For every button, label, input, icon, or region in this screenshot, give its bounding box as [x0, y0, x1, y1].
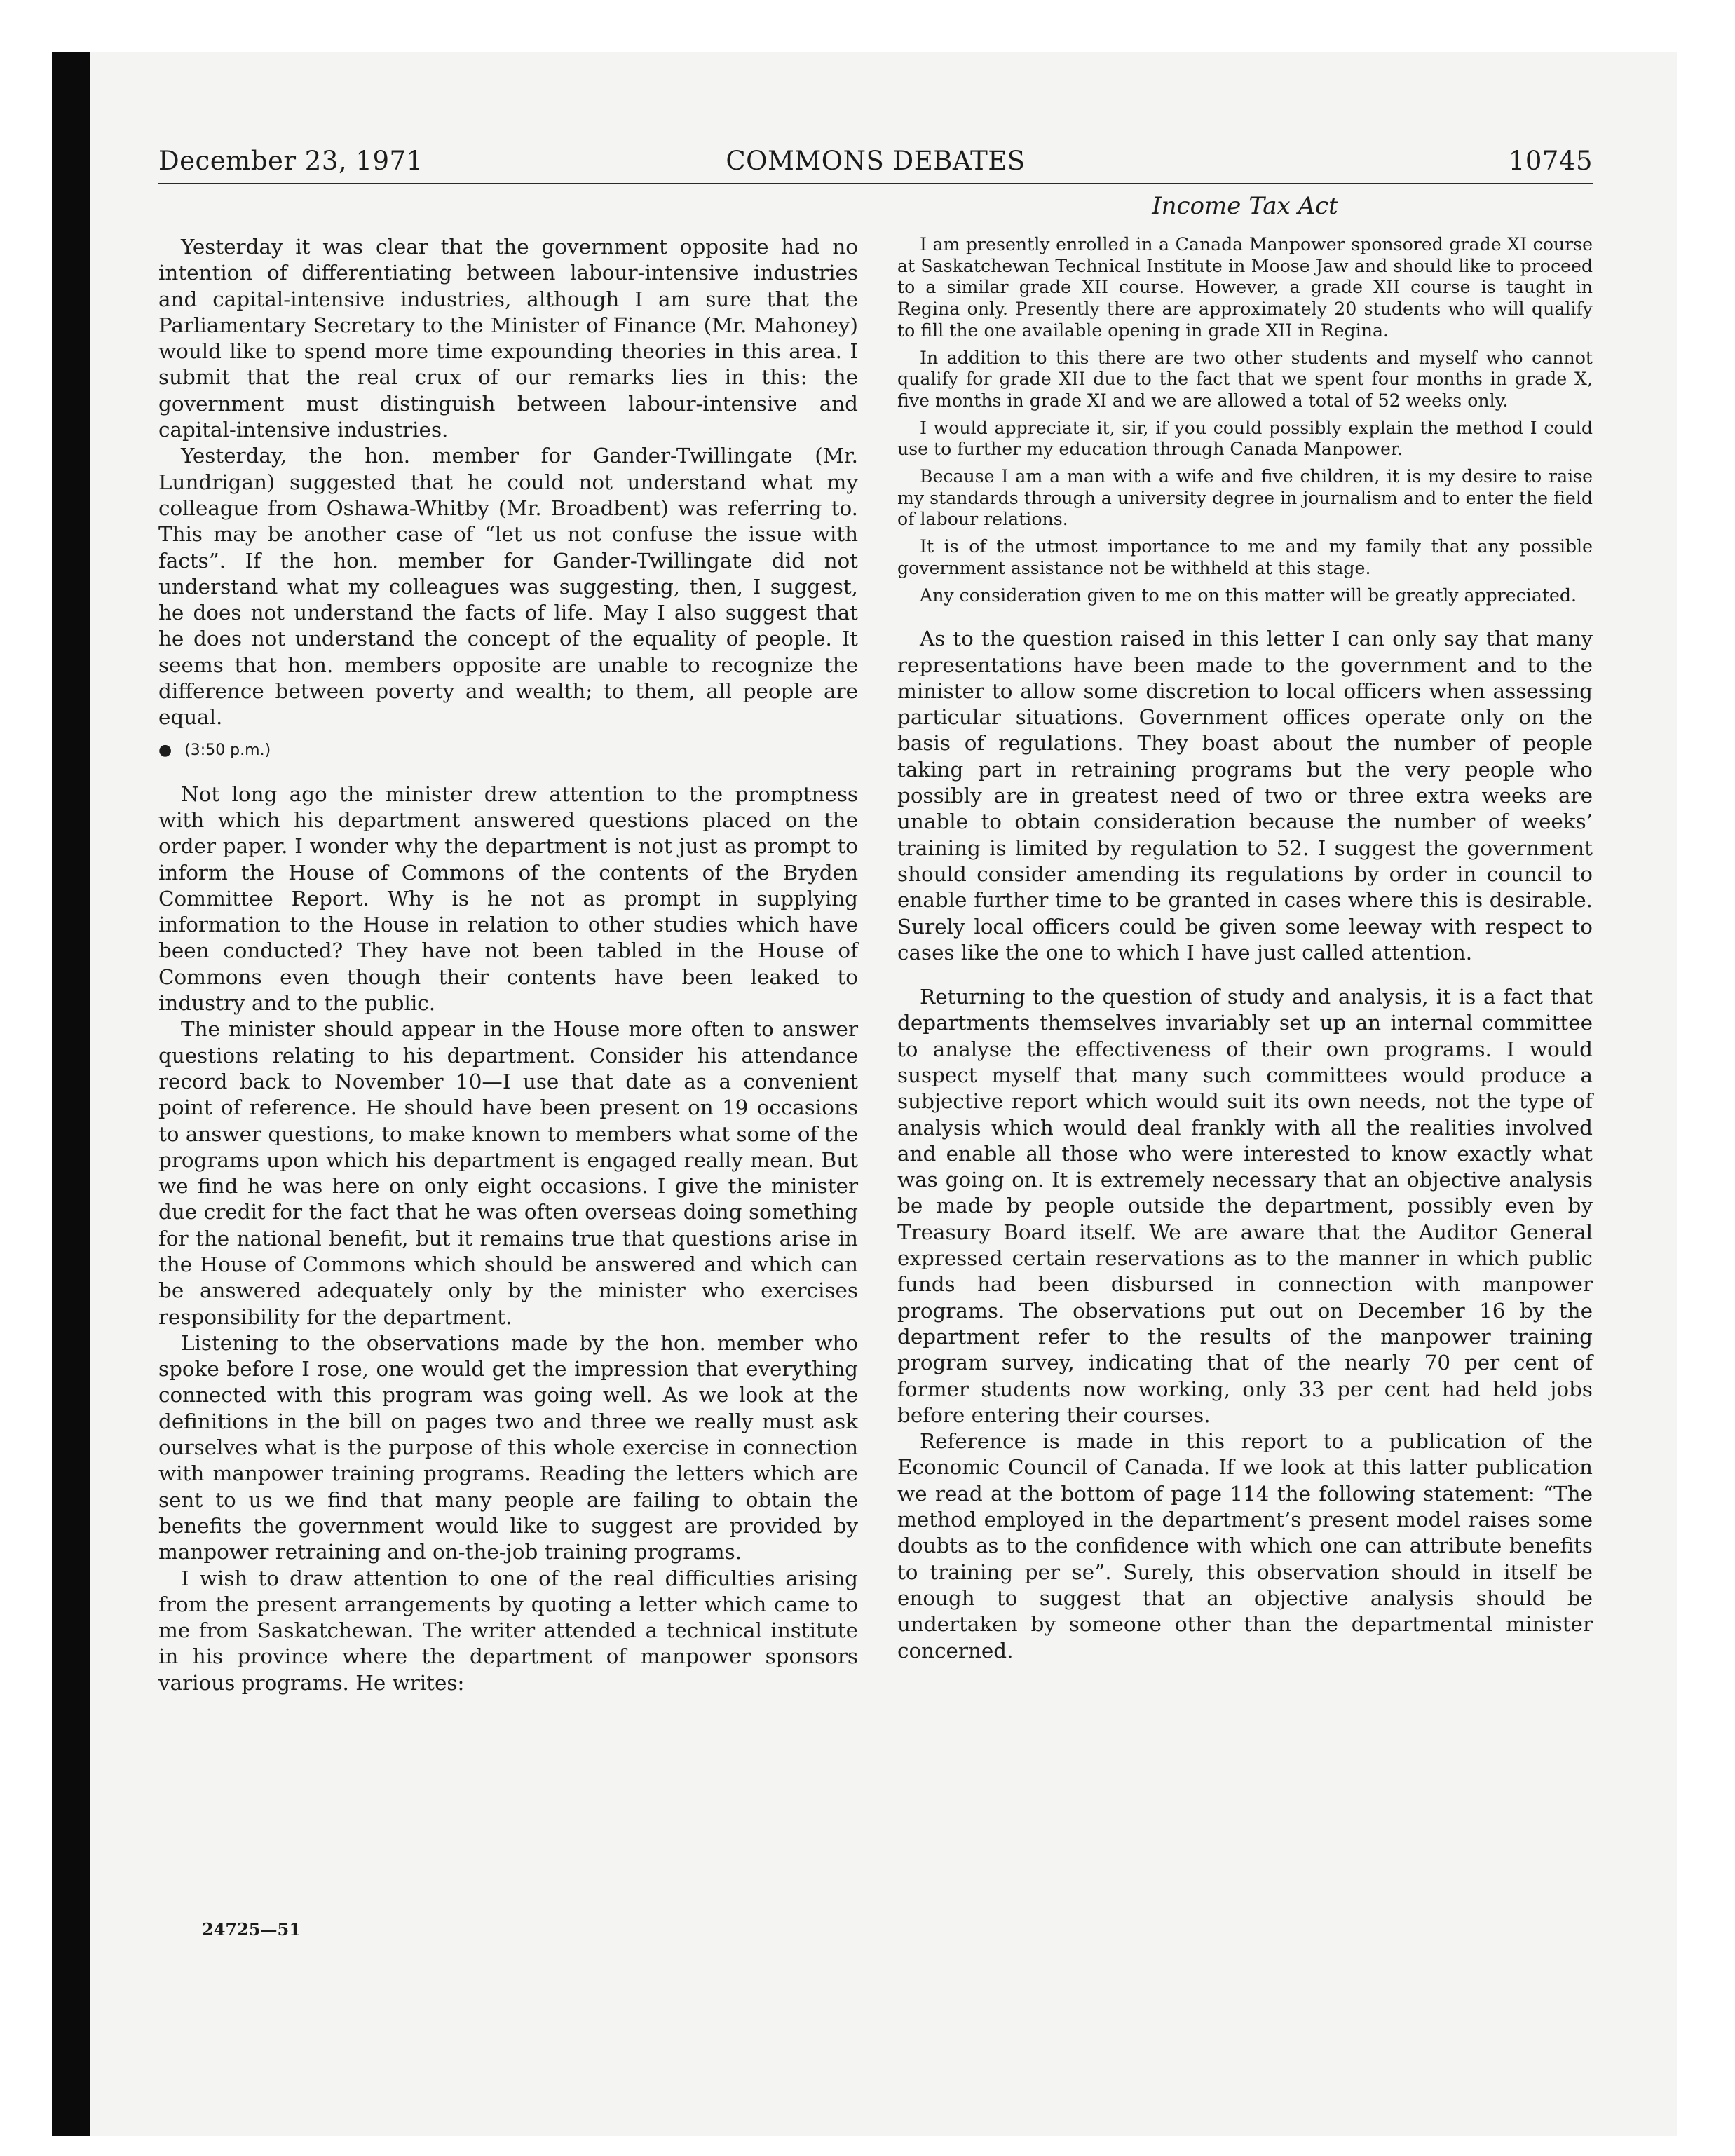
print-code: 24725—51 [202, 1919, 301, 1939]
header-page-number: 10745 [1508, 146, 1593, 176]
letter-paragraph: In addition to this there are two other students and myself who cannot qualify for grade XII due to the fact that we spent four months in grade X, five months in grade XI and we are allowed a total of 52 weeks only. [897, 347, 1593, 411]
paragraph: Reference is made in this report to a publication of the Economic Council of Canada. If we look at this latter publication we read at the bottom of page 114 the following statement: “The method employed in the department’s present model raises some doubts as to the confidence with which one can attribute benefits to training per se”. Surely, this observation should in itself be enough to suggest that an objective analysis should be undertaken by someone other than the departmental minister concerned. [897, 1429, 1593, 1663]
letter-paragraph: I would appreciate it, sir, if you could possibly explain the method I could use to further my education through Canada Manpower. [897, 417, 1593, 460]
paragraph: Yesterday, the hon. member for Gander-Twillingate (Mr. Lundrigan) suggested that he could not understand what my colleague from Oshawa-Whitby (Mr. Broadbent) was referring to. This may be another case of “let us not confuse the issue with facts”. If the hon. member for Gander-Twillingate did not understand what my colleagues was suggesting, then, I suggest, he does not understand the facts of life. May I also suggest that he does not understand the concept of the equality of people. It seems that hon. members opposite are unable to recognize the difference between poverty and wealth; to them, all people are equal. [158, 444, 858, 730]
paragraph: The minister should appear in the House more often to answer questions relating to his department. Consider his attendance record back to November 10—I use that date as a convenient point of reference. He should have been present on 19 occasions to answer questions, to make known to members what some of the programs upon which his department is engaged really mean. But we find he was here on only eight occasions. I give the minister due credit for the fact that he was often overseas doing something for the national benefit, but it remains true that questions arise in the House of Commons which should be answered and which can be answered adequately only by the minister who exercises responsibility for the department. [158, 1017, 858, 1329]
header-date: December 23, 1971 [158, 146, 423, 176]
bullet-icon: ● [158, 741, 172, 759]
scan-edge-bar [52, 52, 90, 2136]
letter-paragraph: It is of the utmost importance to me and my family that any possible government assistance not be withheld at this stage. [897, 536, 1593, 578]
letter-paragraph: Because I am a man with a wife and five children, it is my desire to raise my standards through a university degree in journalism and to enter the field of labour relations. [897, 466, 1593, 530]
paragraph: Yesterday it was clear that the government opposite had no intention of differentiating between labour-intensive industries and capital-intensive industries, although I am sure that the Parliamentary Secretary to the Minister of Finance (Mr. Mahoney) would like to spend more time expounding theories in this area. I submit that the real crux of our remarks lies in this: the government must distinguish between labour-intensive and capital-intensive industries. [158, 235, 858, 442]
page-header [158, 144, 1593, 184]
paragraph: Listening to the observations made by the hon. member who spoke before I rose, one would get the impression that everything connected with this program was going well. As we look at the definitions in the bill on pages two and three we really must ask ourselves what is the purpose of this whole exercise in connection with manpower training programs. Reading the letters which are sent to us we find that many people are failing to obtain the benefits the government would like to suggest are provided by manpower retraining and on-the-job training programs. [158, 1330, 858, 1564]
letter-paragraph: Any consideration given to me on this matter will be greatly appreciated. [920, 585, 1577, 606]
paragraph: As to the question raised in this letter I can only say that many representations have been made to the government and to the minister to allow some discretion to local officers when assessing particular situations. Government offices operate only on the basis of regulations. They boast about the number of people taking part in retraining programs but the very people who possibly are in greatest need of two or three extra weeks are unable to obtain consideration because the number of weeks’ training is limited by regulation to 52. I suggest the government should consider amending its regulations by order in council to enable further time to be granted in cases where this is desirable. Surely local officers could be given some leeway with respect to cases like the one to which I have just called attention. [897, 627, 1593, 964]
left-column [158, 234, 858, 1696]
quoted-letter [897, 234, 1593, 606]
right-column [897, 234, 1593, 1664]
paragraph: Returning to the question of study and analysis, it is a fact that departments themselves invariably set up an internal committee to analyse the effectiveness of their own programs. I would suspect myself that many such committees would produce a subjective report which would suit its own needs, not the type of analysis which would deal frankly with all the realities involved and enable all those who were interested to know exactly what was going on. It is extremely necessary that an objective analysis be made by people outside the department, possibly even by Treasury Board itself. We are aware that the Auditor General expressed certain reservations as to the manner in which public funds had been disbursed in connection with manpower programs. The observations put out on December 16 by the department refer to the results of the manpower training program survey, indicating that of the nearly 70 per cent of former students now working, only 33 per cent had held jobs before entering their courses. [897, 985, 1593, 1427]
timestamp-text: (3:50 p.m.) [184, 741, 271, 759]
section-title: Income Tax Act [1152, 192, 1338, 220]
header-title: COMMONS DEBATES [726, 146, 1026, 176]
paragraph: I wish to draw attention to one of the real difficulties arising from the present arrangements by quoting a letter which came to me from Saskatchewan. The writer attended a technical institute in his province where the department of manpower sponsors various programs. He writes: [158, 1566, 858, 1695]
paragraph: Not long ago the minister drew attention to the promptness with which his department answered questions placed on the order paper. I wonder why the department is not just as prompt to inform the House of Commons of the contents of the Bryden Committee Report. Why is he not as prompt in supplying information to the House in relation to other studies which have been conducted? They have not been tabled in the House of Commons even though their contents have been leaked to industry and to the public. [158, 782, 858, 1016]
letter-paragraph: I am presently enrolled in a Canada Manpower sponsored grade XI course at Saskatchewan Technical Institute in Moose Jaw and should like to proceed to a similar grade XII course. However, a grade XII course is taught in Regina only. Presently there are approximately 20 students who will qualify to fill the one available opening in grade XII in Regina. [897, 234, 1593, 341]
timestamp [158, 737, 858, 765]
